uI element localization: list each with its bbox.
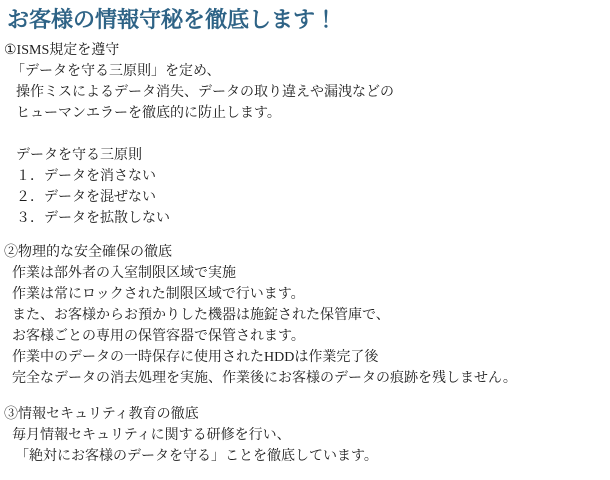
- education-section-heading: ③情報セキュリティ教育の徹底: [4, 407, 199, 422]
- blank-line: [0, 124, 610, 145]
- isms-line-principles-defined: 「データを守る三原則」を定め、: [11, 64, 221, 79]
- section-physical-security: [0, 242, 610, 389]
- section-education: [0, 404, 610, 467]
- education-line-monthly-training: 毎月情報セキュリティに関する研修を行い、: [12, 428, 291, 443]
- physical-line-dedicated-container: お客様ごとの専用の保管容器で保管されます。: [12, 329, 305, 344]
- physical-section-heading: ②物理的な安全確保の徹底: [4, 245, 172, 260]
- isms-section-heading: ①ISMS規定を遵守: [4, 43, 120, 58]
- isms-line-human-error-2: ヒューマンエラーを徹底的に防止します。: [16, 106, 281, 121]
- page-title: お客様の情報守秘を徹底します！: [7, 7, 338, 32]
- isms-line-human-error-1: 操作ミスによるデータ消失、データの取り違えや漏洩などの: [16, 85, 394, 100]
- principles-title: データを守る三原則: [16, 148, 142, 163]
- physical-line-locked-area: 作業は常にロックされた制限区域で行います。: [12, 287, 305, 302]
- principle-item-2: ２．データを混ぜない: [16, 190, 156, 205]
- education-line-protect-data: 「絶対にお客様のデータを守る」ことを徹底しています。: [15, 449, 378, 464]
- physical-line-data-erasure: 完全なデータの消去処理を実施、作業後にお客様のデータの痕跡を残しません。: [12, 371, 517, 386]
- physical-line-locked-storage: また、お客様からお預かりした機器は施錠された保管庫で、: [12, 308, 390, 323]
- principle-item-3: ３．データを拡散しない: [16, 211, 170, 226]
- principle-item-1: １．データを消さない: [16, 169, 156, 184]
- physical-line-temp-hdd: 作業中のデータの一時保存に使用されたHDDは作業完了後: [12, 350, 379, 365]
- section-isms: [0, 40, 610, 229]
- physical-line-restricted-area: 作業は部外者の入室制限区域で実施: [12, 266, 236, 281]
- policy-content: [0, 40, 610, 467]
